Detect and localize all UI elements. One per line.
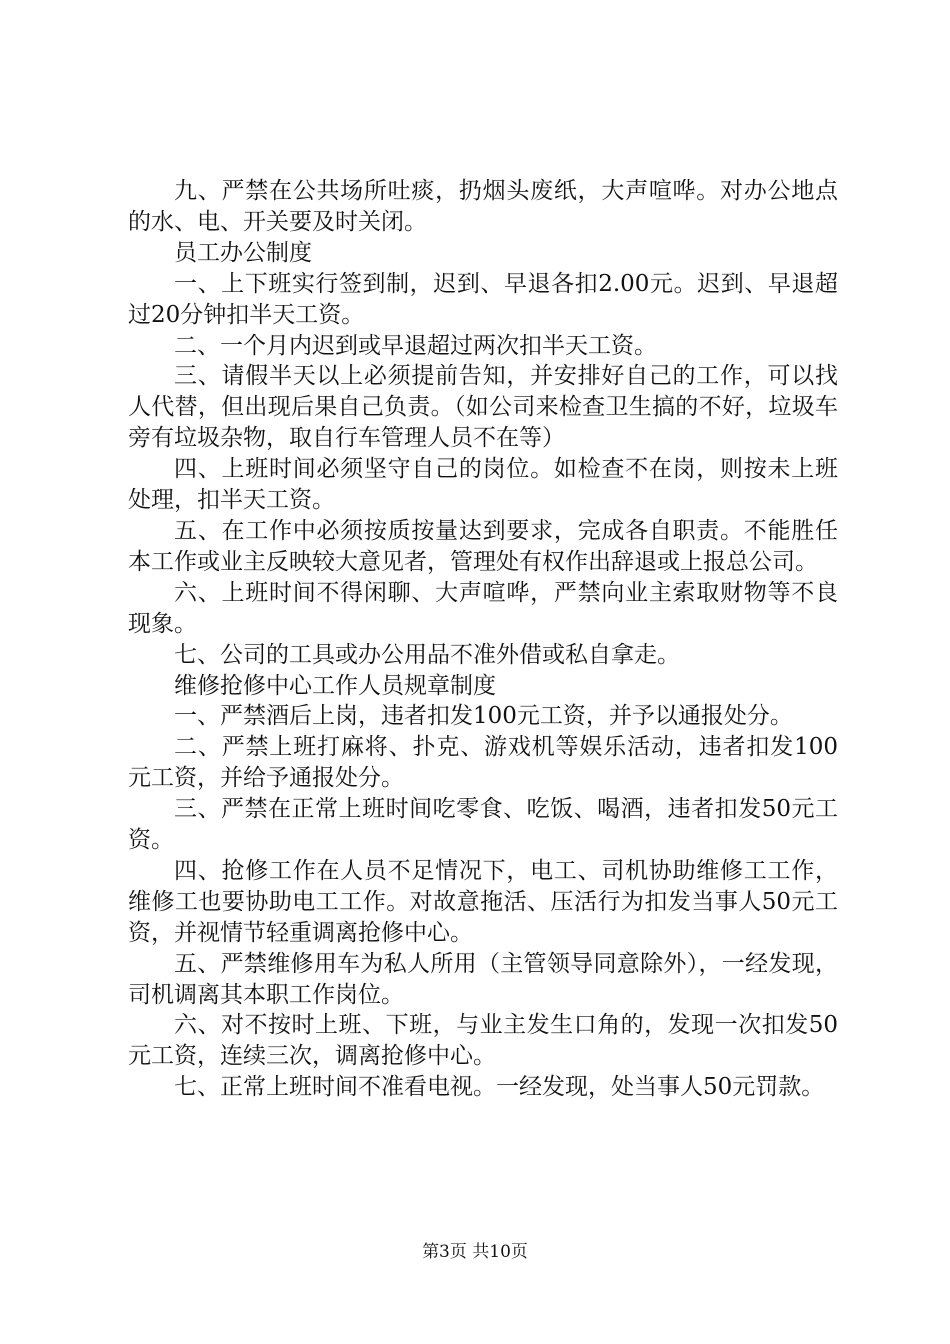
paragraph-rule-9-public-conduct: 九、严禁在公共场所吐痰，扔烟头废纸，大声喧哗。对办公地点的水、电、开关要及时关闭。 bbox=[128, 178, 838, 235]
paragraph-repair-rule-1: 一、严禁酒后上岗，违者扣发100元工资，并予以通报处分。 bbox=[174, 703, 793, 730]
paragraph-repair-rule-7: 七、正常上班时间不准看电视。一经发现，处当事人50元罚款。 bbox=[174, 1074, 825, 1101]
paragraph-repair-rule-4: 四、抢修工作在人员不足情况下，电工、司机协助维修工工作，维修工也要协助电工工作。对故意拖活、压活行为扣发当事人50元工资，并视情节轻重调离抢修中心。 bbox=[128, 857, 838, 946]
page-number-footer: 第3页 共10页 bbox=[422, 1242, 528, 1262]
section-heading-repair-center-rules: 维修抢修中心工作人员规章制度 bbox=[174, 672, 496, 699]
paragraph-repair-rule-5: 五、严禁维修用车为私人所用（主管领导同意除外），一经发现，司机调离其本职工作岗位。 bbox=[128, 950, 838, 1008]
paragraph-repair-rule-2: 二、严禁上班打麻将、扑克、游戏机等娱乐活动，违者扣发100元工资，并给予通报处分。 bbox=[128, 734, 838, 792]
paragraph-office-rule-6: 六、上班时间不得闲聊、大声喧哗，严禁向业主索取财物等不良现象。 bbox=[128, 579, 838, 637]
paragraph-office-rule-1: 一、上下班实行签到制，迟到、早退各扣2.00元。迟到、早退超过20分钟扣半天工资。 bbox=[128, 270, 838, 328]
document-body bbox=[128, 176, 838, 1103]
paragraph-office-rule-7: 七、公司的工具或办公用品不准外借或私自拿走。 bbox=[174, 641, 680, 668]
paragraph-office-rule-5: 五、在工作中必须按质按量达到要求，完成各自职责。不能胜任本工作或业主反映较大意见者，管理处有权作出辞退或上报总公司。 bbox=[128, 517, 838, 575]
paragraph-repair-rule-6: 六、对不按时上班、下班，与业主发生口角的，发现一次扣发50元工资，连续三次，调离抢修中心。 bbox=[128, 1012, 838, 1070]
paragraph-repair-rule-3: 三、严禁在正常上班时间吃零食、吃饭、喝酒，违者扣发50元工资。 bbox=[128, 796, 838, 854]
paragraph-office-rule-2: 二、一个月内迟到或早退超过两次扣半天工资。 bbox=[174, 332, 657, 359]
section-heading-office-rules: 员工办公制度 bbox=[174, 239, 312, 266]
paragraph-office-rule-4: 四、上班时间必须坚守自己的岗位。如检查不在岗，则按未上班处理，扣半天工资。 bbox=[128, 456, 838, 514]
paragraph-office-rule-3: 三、请假半天以上必须提前告知，并安排好自己的工作，可以找人代替，但出现后果自己负责。（如公司来检查卫生搞的不好，垃圾车旁有垃圾杂物，取自行车管理人员不在等） bbox=[128, 363, 838, 452]
